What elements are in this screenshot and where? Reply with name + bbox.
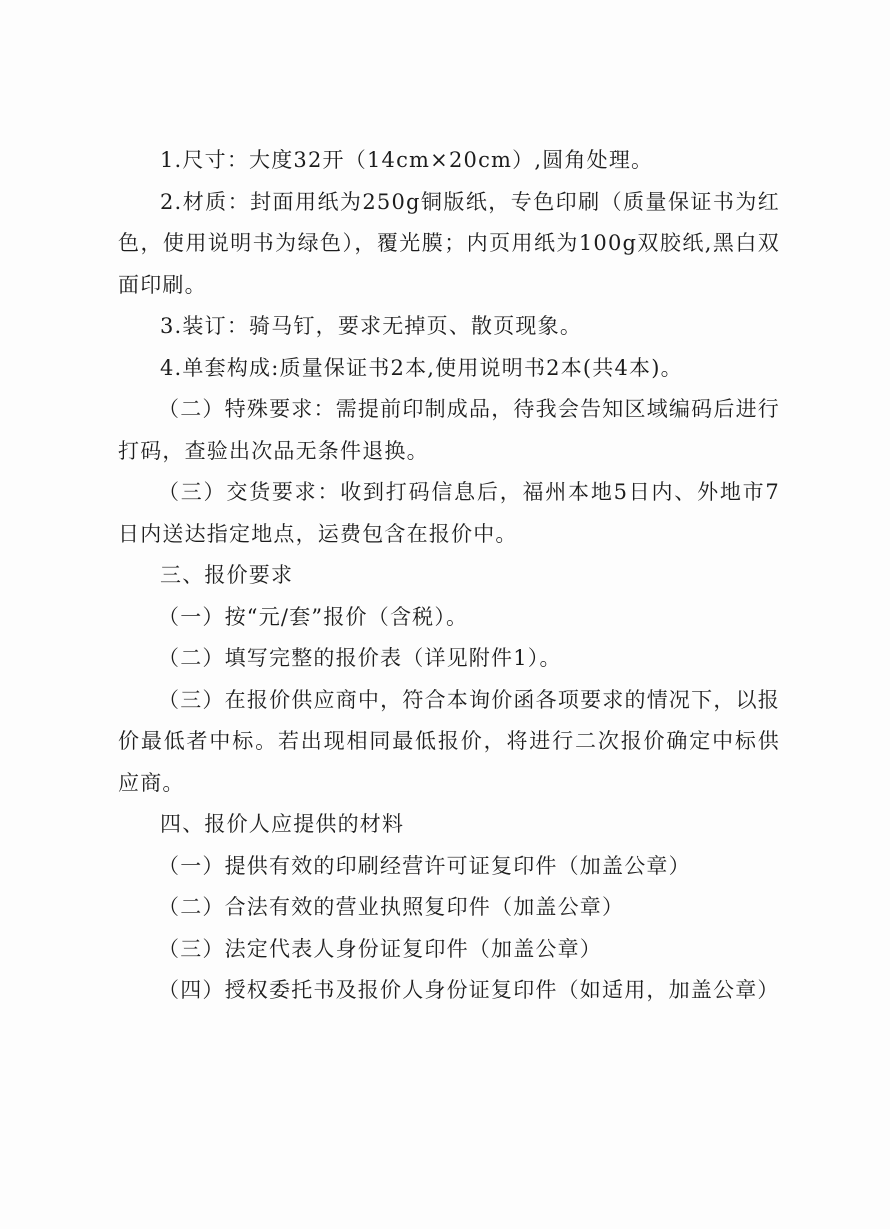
special-requirements-paragraph: （二）特殊要求：需提前印制成品，待我会告知区域编码后进行打码，查验出次品无条件退换。 [118, 397, 780, 463]
spec-composition-paragraph: 4.单套构成:质量保证书2本,使用说明书2本(共4本)。 [160, 355, 683, 380]
spec-material-paragraph: 2.材质：封面用纸为250g铜版纸，专色印刷（质量保证书为红色，使用说明书为绿色），覆光膜；内页用纸为100g双胶纸,黑白双面印刷。 [118, 189, 780, 297]
quote-form-paragraph: （二）填写完整的报价表（详见附件1）。 [158, 646, 562, 670]
material-authorization: （四）授权委托书及报价人身份证复印件（如适用，加盖公章） [158, 978, 780, 1002]
section-heading-required-materials: 四、报价人应提供的材料 [160, 812, 405, 836]
delivery-requirements-paragraph: （三）交货要求：收到打码信息后，福州本地5日内、外地市7日内送达指定地点，运费包含在报价中。 [118, 480, 780, 546]
spec-binding-paragraph: 3.装订：骑马钉，要求无掉页、散页现象。 [160, 314, 583, 338]
material-business-license: （二）合法有效的营业执照复印件（加盖公章） [158, 895, 625, 919]
material-printing-license: （一）提供有效的印刷经营许可证复印件（加盖公章） [158, 853, 691, 878]
quote-unit-paragraph: （一）按“元/套”报价（含税）。 [158, 604, 469, 629]
spec-size-paragraph: 1.尺寸：大度32开（14cm×20cm）,圆角处理。 [160, 148, 654, 172]
award-rule-paragraph: （三）在报价供应商中，符合本询价函各项要求的情况下，以报价最低者中标。若出现相同最低报价，将进行二次报价确定中标供应商。 [118, 687, 780, 795]
material-legal-rep-id: （三）法定代表人身份证复印件（加盖公章） [158, 936, 602, 961]
document-body [118, 140, 780, 1012]
section-heading-quote-requirements: 三、报价要求 [160, 563, 294, 587]
